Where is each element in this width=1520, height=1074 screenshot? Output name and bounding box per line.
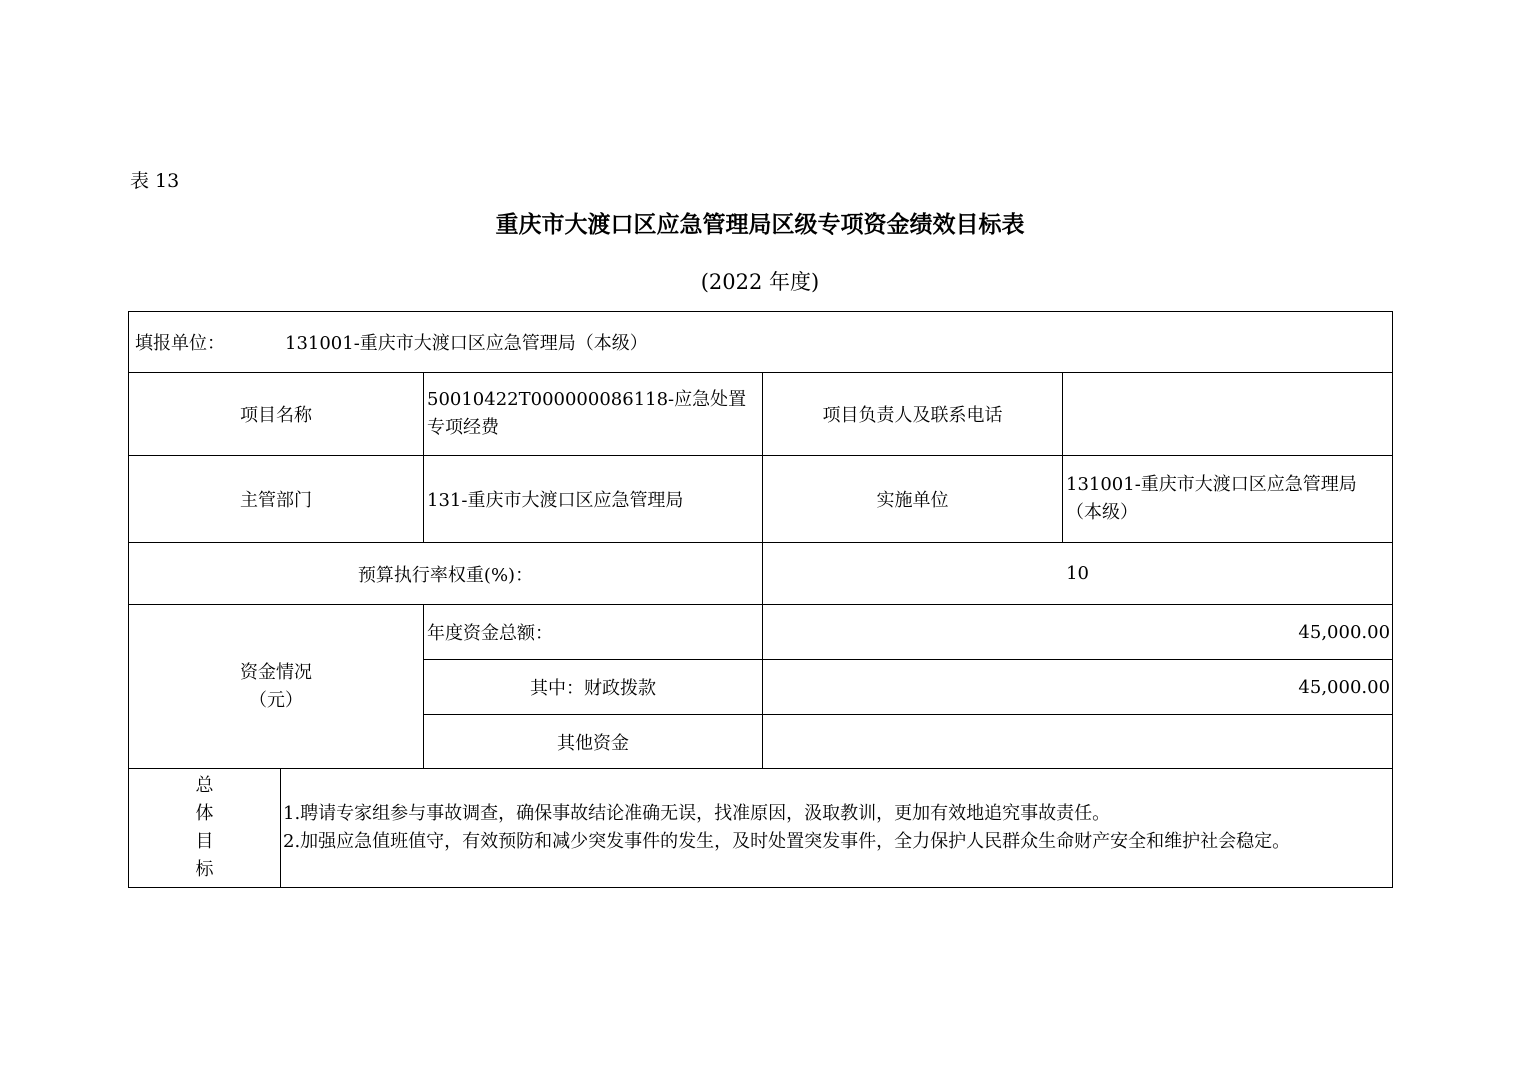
- goal-label-char: 总: [195, 775, 214, 796]
- funds-label-line2: （元）: [249, 689, 303, 711]
- goal-label-char: 体: [195, 803, 214, 824]
- funds-other-label: 其他资金: [424, 715, 763, 769]
- funds-total-label: 年度资金总额：: [424, 605, 763, 660]
- overall-goal-label: [129, 769, 281, 888]
- funds-fiscal-label: 其中：财政拨款: [424, 660, 763, 715]
- goal-label-char: 标: [195, 859, 214, 880]
- project-contact-label: 项目负责人及联系电话: [763, 373, 1063, 456]
- budget-weight-row: [129, 543, 1393, 605]
- project-row: [129, 373, 1393, 456]
- funds-label: [129, 605, 424, 769]
- goal-label-char: 目: [195, 831, 214, 852]
- funds-total-value: 45,000.00: [763, 605, 1393, 660]
- department-value: 131-重庆市大渡口区应急管理局: [424, 456, 763, 543]
- project-name-label: 项目名称: [129, 373, 424, 456]
- funds-fiscal-value: 45,000.00: [763, 660, 1393, 715]
- overall-goal-item: 2.加强应急值班值守，有效预防和减少突发事件的发生，及时处置突发事件，全力保护人民群众生命财产安全和维护社会稳定。: [283, 831, 1291, 852]
- funds-label-line1: 资金情况: [240, 661, 312, 683]
- department-row: [129, 456, 1393, 543]
- overall-goal-row: [129, 769, 1393, 888]
- budget-weight-value: 10: [763, 543, 1393, 605]
- funds-other-value: [763, 715, 1393, 769]
- funds-total-row: [129, 605, 1393, 660]
- fill-unit-row: [129, 312, 1393, 373]
- overall-goal-item: 1.聘请专家组参与事故调查，确保事故结论准确无误，找准原因，汲取教训，更加有效地追究事故责任。: [283, 803, 1111, 824]
- budget-weight-label: 预算执行率权重(%)：: [129, 543, 763, 605]
- implementing-unit-label: 实施单位: [763, 456, 1063, 543]
- fill-unit-value: 131001-重庆市大渡口区应急管理局（本级）: [285, 333, 648, 354]
- overall-goal-text: [281, 769, 1393, 888]
- project-contact-value: [1063, 373, 1393, 456]
- fill-unit-label: 填报单位：: [135, 333, 225, 354]
- page-title: 重庆市大渡口区应急管理局区级专项资金绩效目标表: [495, 211, 1025, 238]
- implementing-unit-value: 131001-重庆市大渡口区应急管理局（本级）: [1063, 456, 1393, 543]
- table-number: 表 13: [130, 170, 180, 192]
- department-label: 主管部门: [129, 456, 424, 543]
- page-subtitle-year: (2022 年度): [700, 270, 820, 294]
- performance-target-table: [128, 311, 1393, 888]
- project-name-value: 50010422T000000086118-应急处置专项经费: [424, 373, 763, 456]
